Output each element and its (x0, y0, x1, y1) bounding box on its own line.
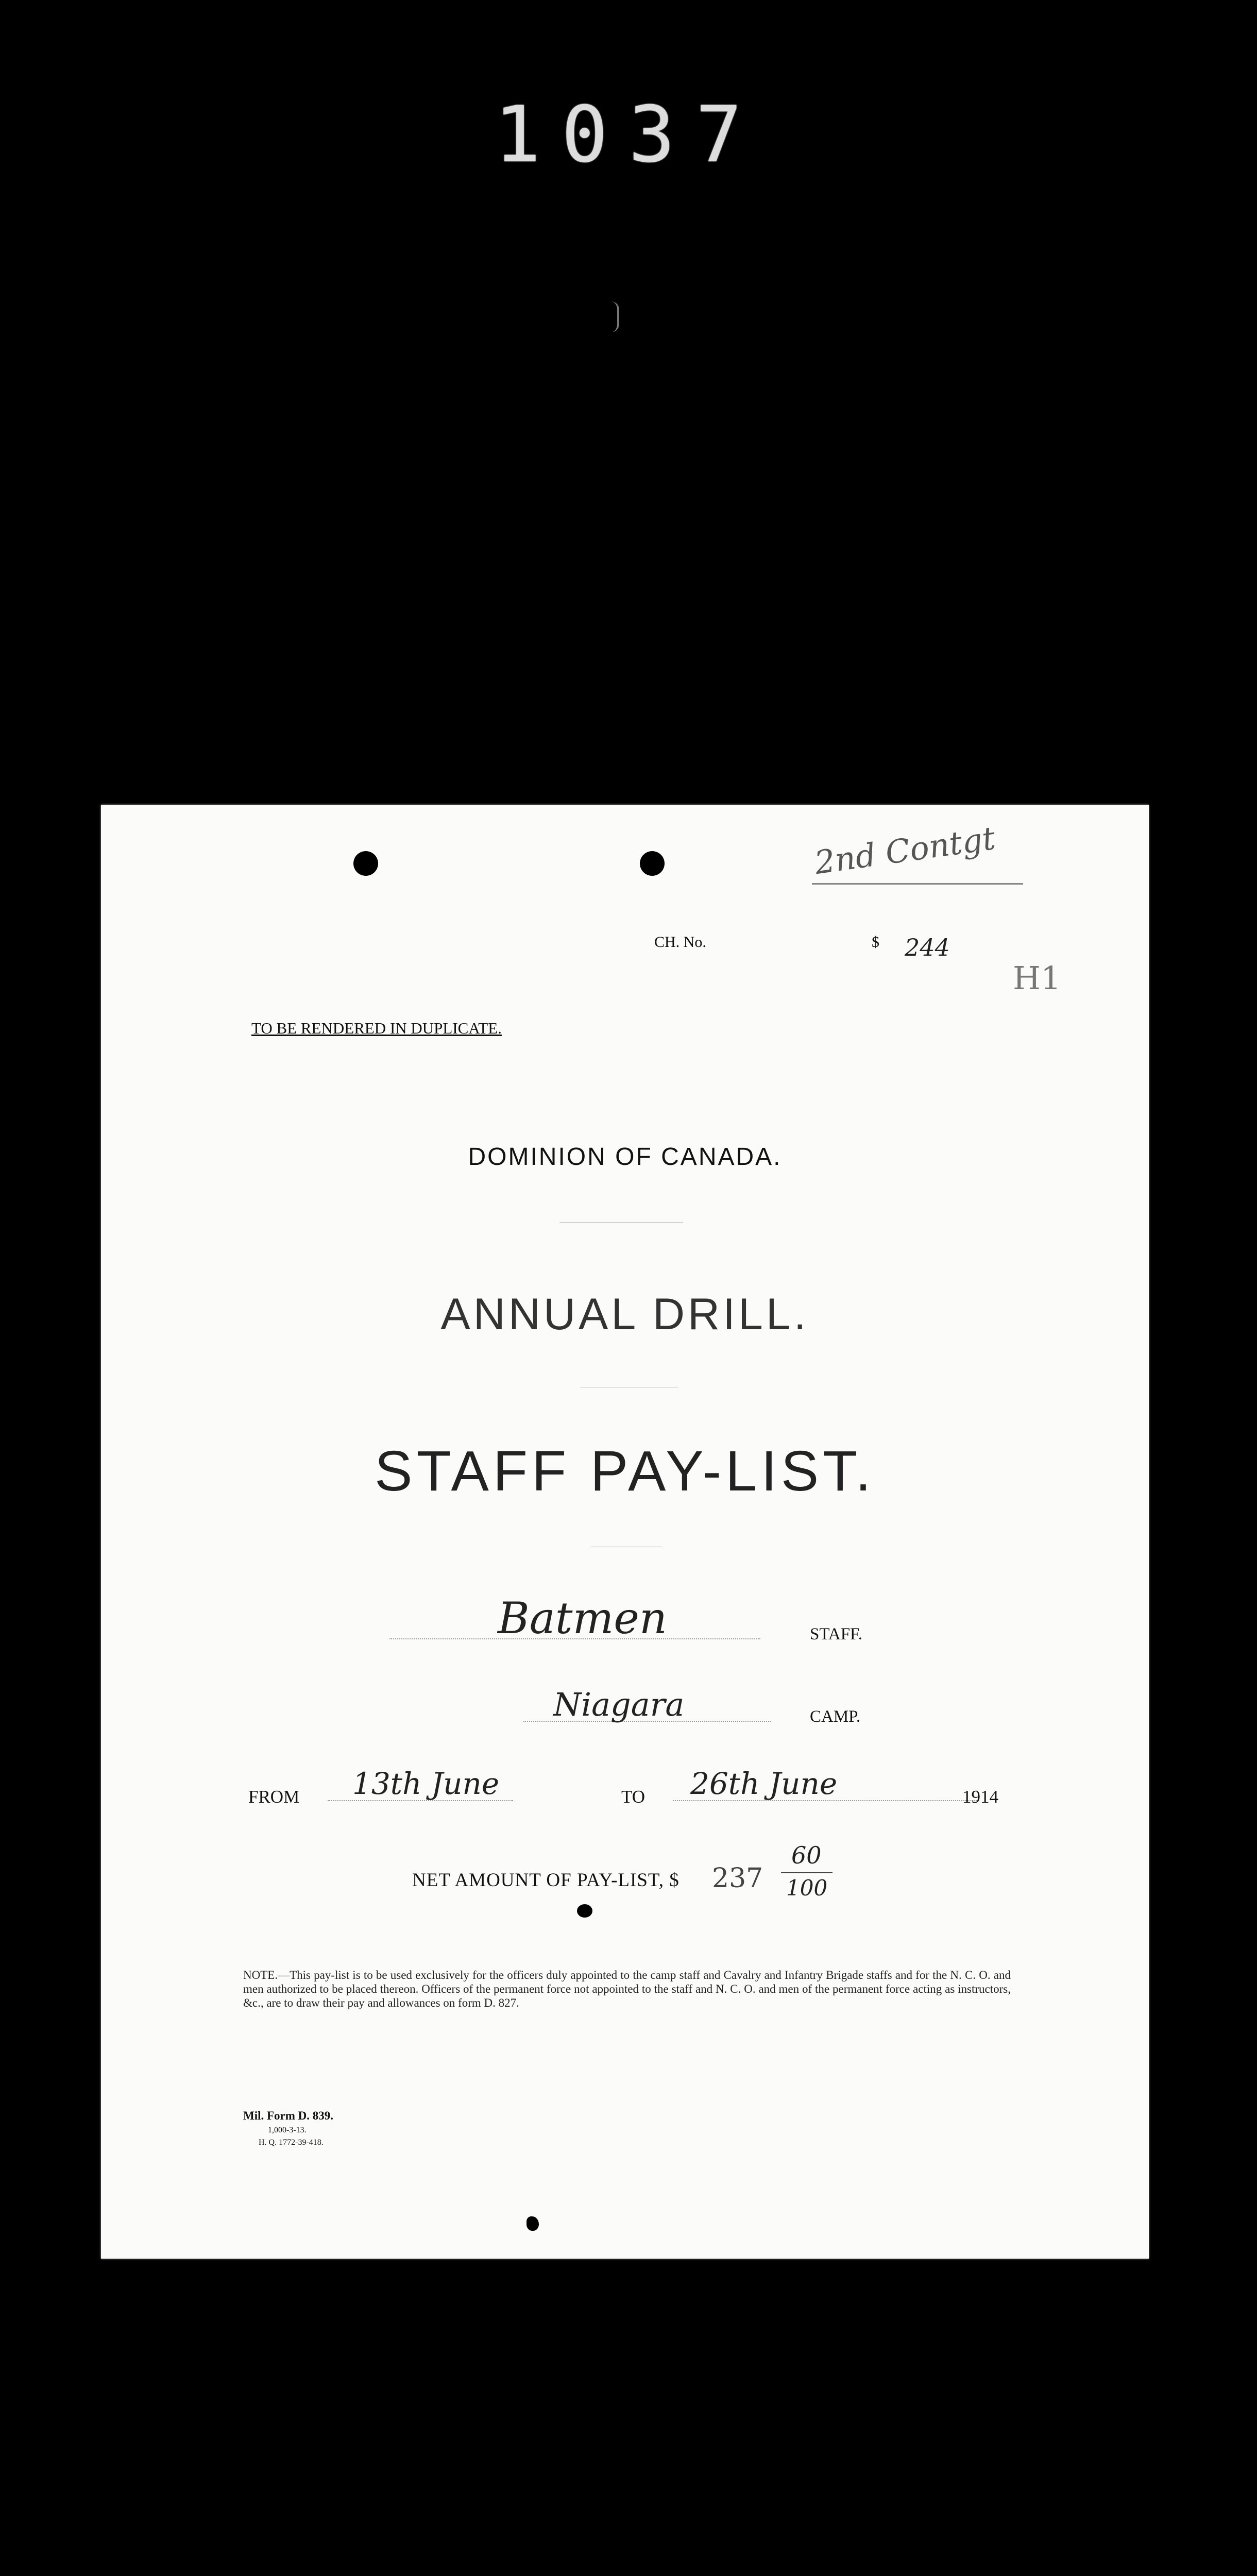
dominion-heading: DOMINION OF CANADA. (468, 1143, 782, 1171)
ch-no-value: 244 (905, 934, 950, 961)
form-hq-number: H. Q. 1772-39-418. (259, 2138, 324, 2147)
staff-value: Batmen (498, 1593, 668, 1643)
ink-blot (577, 1904, 592, 1918)
form-id: Mil. Form D. 839. (243, 2109, 334, 2122)
year: 1914 (962, 1787, 998, 1807)
fraction-bar (781, 1872, 833, 1873)
corner-note-underline (812, 883, 1023, 885)
net-amount-cents-numerator: 60 (791, 1841, 822, 1869)
net-amount-dollars: 237 (712, 1863, 763, 1894)
camp-value: Niagara (553, 1686, 685, 1723)
to-value: 26th June (690, 1766, 838, 1801)
form-print-run: 1,000-3-13. (268, 2126, 307, 2134)
ink-mark (526, 2216, 539, 2231)
dollar-label: $ (872, 934, 879, 951)
ch-no-label: CH. No. (654, 934, 706, 951)
pay-list-page (101, 805, 1149, 2259)
film-mark (611, 301, 619, 332)
corner-handwritten-note: 2nd Contgt (812, 819, 998, 882)
duplicate-note: TO BE RENDERED IN DUPLICATE. (251, 1019, 502, 1037)
rule (559, 1222, 683, 1223)
staff-label: STAFF. (810, 1625, 863, 1643)
microfilm-frame-number: 1037 (494, 90, 763, 180)
annual-drill-heading: ANNUAL DRILL. (440, 1290, 809, 1339)
from-value: 13th June (352, 1766, 500, 1801)
to-label: TO (621, 1787, 646, 1807)
punch-hole-right (640, 851, 665, 876)
initials: H1 (1013, 959, 1061, 997)
net-amount-cents-denominator: 100 (786, 1875, 828, 1901)
camp-label: CAMP. (810, 1707, 861, 1726)
form-note: NOTE.—This pay-list is to be used exclusively for the officers duly appointed to the camp staff and Cavalry and Infantry Brigade staffs and for the N. C. O. and men authorized to be placed thereon. Officers of the permanent force not appointed to the staff and N. C. O. and men of the permanent force acting as instructors, &c., are to draw their pay and allowances on form D. 827. (243, 1969, 1011, 2009)
net-amount-label: NET AMOUNT OF PAY-LIST, $ (412, 1870, 680, 1891)
punch-hole-left (353, 851, 378, 876)
staff-pay-list-title: STAFF PAY-LIST. (375, 1439, 875, 1503)
from-label: FROM (248, 1787, 300, 1807)
